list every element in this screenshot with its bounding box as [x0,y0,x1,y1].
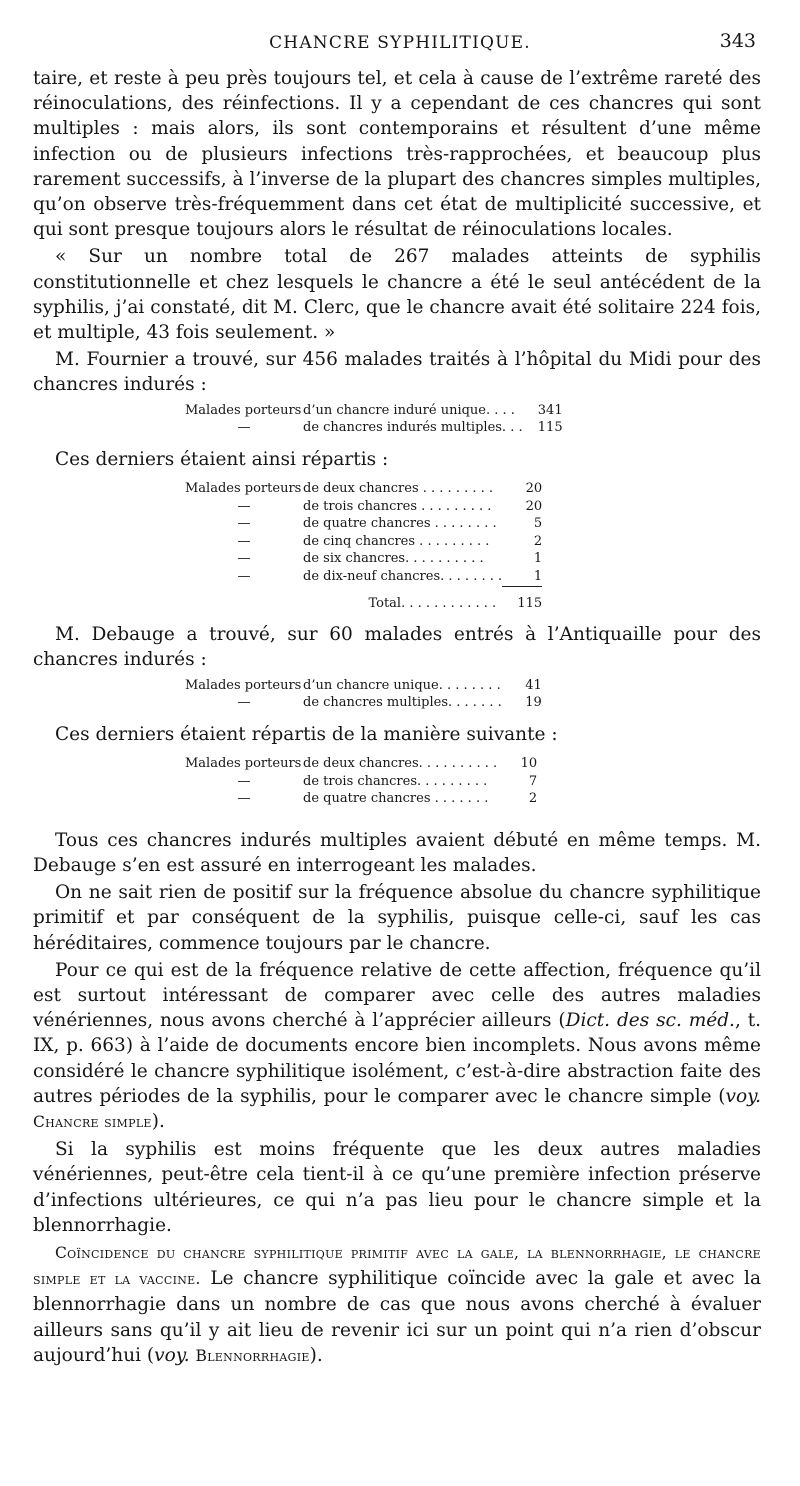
row-value: 115 [537,420,563,436]
row-value: 2 [533,533,543,549]
text-run: , t. IX, p. 663) à l’aide de documents encore bien incomplets. Nous avons même considéré le chancre syphilitique isolément, c’est-à-dire abstraction faite des autres périodes de la syphilis, pour le comparer avec le chancre simple ( [33,1010,762,1107]
row-value: 5 [533,516,543,532]
row-lead: Malades porteurs [185,677,302,693]
row-label: de dix-neuf chancres. . . . . . . . [303,569,503,584]
row-lead: — [237,516,251,532]
table-debauge-breakdown [185,755,537,808]
row-label: d’un chancre unique. . . . . . . . [303,677,501,693]
row-value: 7 [528,773,538,789]
row-label: de chancres multiples. . . . . . . [303,695,502,711]
table-row [185,568,542,586]
row-value: 41 [525,677,542,693]
row-label: d’un chancre induré unique. . . . [303,402,515,418]
page-number: 343 [719,30,756,52]
table-fournier-totals [185,402,563,437]
body-text [33,66,761,1371]
paragraph-fournier: M. Fournier a trouvé, sur 456 malades traités à l’hôpital du Midi pour des chancres indurés : [33,349,761,396]
paragraph-simultaneous: Tous ces chancres indurés multiples avaient débuté en même temps. M. Debauge s’en est assuré en interrogeant les malades. [33,829,761,876]
spacer [33,818,761,828]
row-label: de trois chancres. . . . . . . . . [303,773,488,789]
row-value: 20 [525,481,543,497]
paragraph-debauge: M. Debauge a trouvé, sur 60 malades entrés à l’Antiquaille pour des chancres indurés : [33,624,761,671]
cross-reference-chancre-simple: Chancre simple [33,1113,152,1131]
row-label: de cinq chancres . . . . . . . . . [303,533,490,549]
row-value: 1 [533,551,543,567]
table-row [185,498,542,516]
table-row [185,694,542,712]
row-value: 341 [537,402,563,418]
paragraph-less-frequent: Si la syphilis est moins fréquente que les deux autres maladies vénériennes, peut-être cela tient-il à ce qu’une première infection préserve d’infections ultérieures, ce qui n’a pas lieu pour le chancre simple et la blennorrhagie. [33,1139,761,1236]
running-head [0,30,800,60]
subheading-fournier: Ces derniers étaient ainsi répartis : [55,448,389,470]
row-lead: Malades porteurs [185,755,302,771]
row-label: de trois chancres . . . . . . . . . [303,498,492,514]
table-debauge-totals [185,677,542,712]
reference-dict: Dict. des sc. méd. [565,1010,735,1032]
row-label: de quatre chancres . . . . . . . . [303,516,497,532]
table-row [185,773,537,791]
table-row [185,677,542,695]
text-run: ). [309,1344,323,1366]
row-label: de quatre chancres . . . . . . . [303,791,489,807]
section-heading-coincidence: Coïncidence du chancre syphilitique primitif avec la gale, la blennorrhagie, le chancre simple et la vaccine. [33,1244,761,1289]
paragraph-relative-frequency [33,958,761,1135]
running-title: CHANCRE SYPHILITIQUE. [269,33,531,53]
row-value: 10 [520,755,538,771]
row-lead: — [237,420,251,436]
paragraph-clerc-quote: « Sur un nombre total de 267 malades atteints de syphilis constitutionnelle et chez lesquels le chancre a été le seul antécédent de la syphilis, j’ai constaté, dit M. Clerc, que le chancre avait été solitaire 224 fois, et multiple, 43 fois seulement. » [33,246,761,344]
row-lead-empty [185,586,303,612]
row-lead: Malades porteurs [185,402,302,418]
text-run: Pour ce qui est de la fréquence relative de cette affection, fréquence qu’il est surtout intéressant de comparer avec celle des autres maladies vénériennes, nous avons cherché à l’apprécier ailleurs ( [33,959,761,1032]
row-lead: — [237,498,251,514]
total-label: Total. . . . . . . . . . . . [368,595,497,611]
table-row [185,790,537,808]
row-label: de deux chancres. . . . . . . . . . [303,755,498,771]
paragraph-1: taire, et reste à peu près toujours tel, et cela à cause de l’extrême rareté des réinoculations, des réinfections. Il y a cependant de ces chancres qui sont multiples : mais alors, ils sont contemporains et résultent d’une même infection ou de plusieurs infections très-rapprochées, et beaucoup plus rarement successifs, à l’inverse de la plupart des chancres simples multiples, qu’on observe très-fréquemment dans cet état de multiplicité successive, et qui sont presque toujours alors le résultat de réinoculations locales. [33,68,761,241]
voy-abbrev: voy. [725,1085,761,1107]
table-row [185,515,542,533]
row-value: 1 [533,569,543,584]
table-row [185,755,537,773]
row-lead: — [237,533,251,549]
table-row [185,480,542,498]
table-row [185,533,542,551]
row-lead: — [237,569,251,584]
total-value: 115 [502,586,542,612]
paragraph-coincidence [33,1240,761,1369]
row-lead: — [237,551,251,567]
row-label: de deux chancres . . . . . . . . . [303,481,494,497]
table-row [185,402,563,420]
subheading-debauge: Ces derniers étaient répartis de la manière suivante : [55,723,558,745]
voy-abbrev: voy. [154,1344,190,1366]
row-lead: — [237,695,251,711]
text-run: Le chancre syphilitique coïncide avec la gale et avec la blennorrhagie dans un nombre de cas que nous avons cherché à évaluer ailleurs sans qu’il y ait lieu de revenir ici sur un point qui n’a rien d’obscur aujourd’hui ( [33,1268,761,1366]
paragraph-absolute-frequency: On ne sait rien de positif sur la fréquence absolue du chancre syphilitique primitif et par conséquent de la syphilis, puisque celle-ci, sauf les cas héréditaires, commence toujours par le chancre. [33,882,761,954]
table-fournier-breakdown [185,480,542,612]
row-value: 2 [528,791,538,807]
row-label: de chancres indurés multiples. . . [303,420,523,436]
row-value: 19 [525,695,542,711]
table-row [185,419,563,437]
table-total-row [185,586,542,612]
table-row [185,550,542,568]
row-lead: — [237,791,251,807]
row-lead: — [237,773,251,789]
cross-reference-blennorrhagie: Blennorrhagie [195,1346,310,1365]
row-value: 20 [525,498,543,514]
row-label: de six chancres. . . . . . . . . . [303,551,484,567]
row-lead: Malades porteurs [185,481,302,497]
text-run: ). [151,1111,165,1132]
